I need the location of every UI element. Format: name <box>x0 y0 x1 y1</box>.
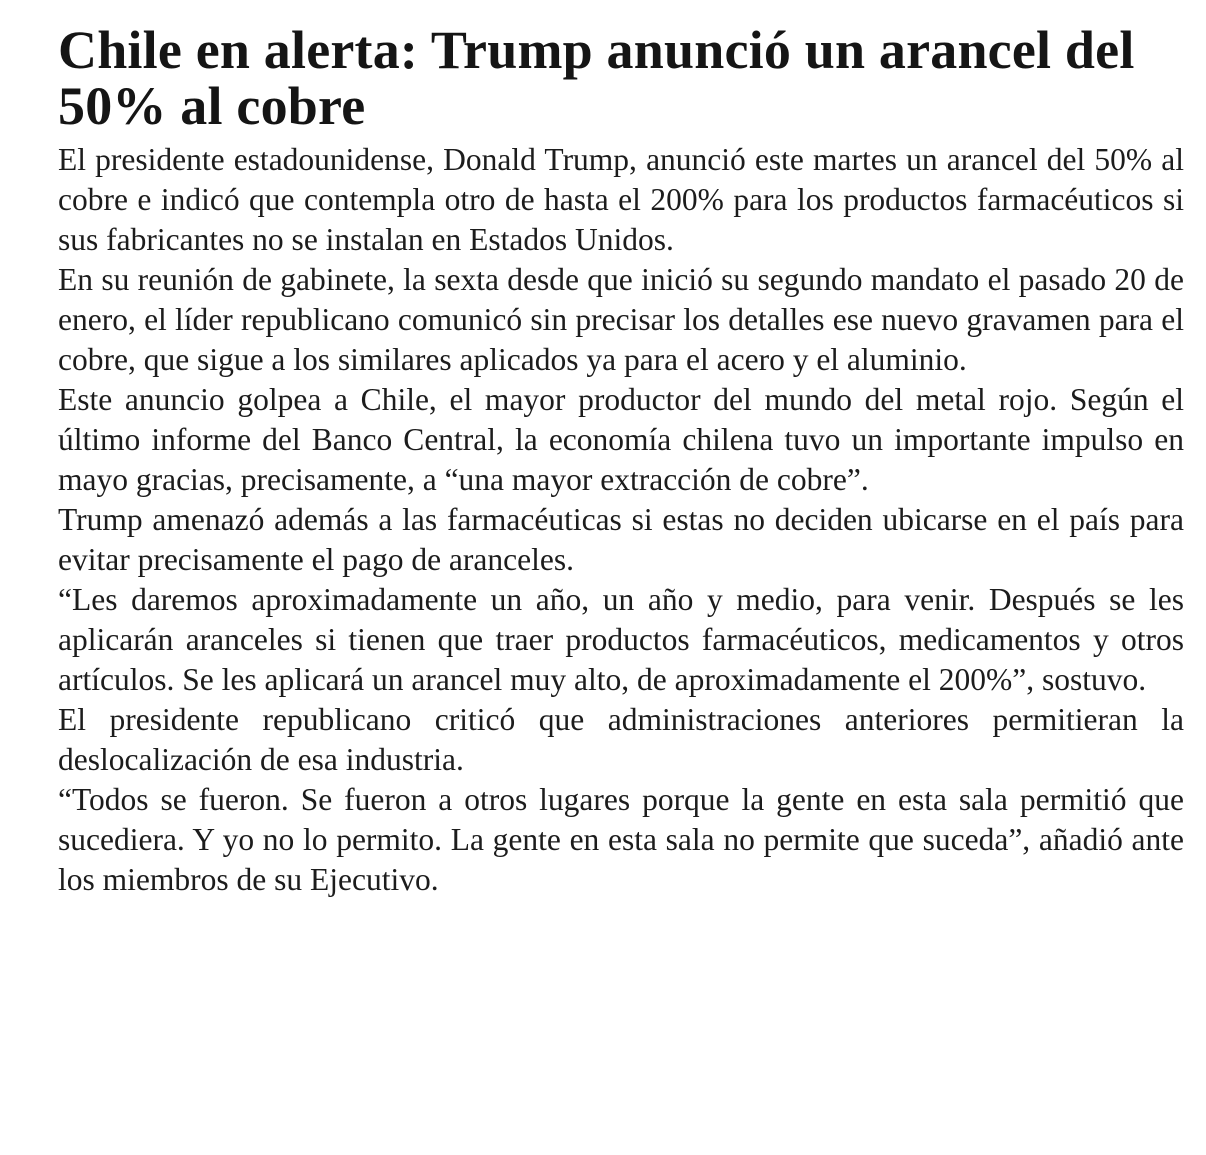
news-article <box>58 22 1184 900</box>
article-paragraph: Trump amenazó además a las farmacéuticas si estas no deciden ubicarse en el país para evitar precisamente el pago de aranceles. <box>58 502 1184 577</box>
article-headline: Chile en alerta: Trump anunció un arancel del 50% al cobre <box>58 20 1135 136</box>
article-paragraph: El presidente republicano criticó que administraciones anteriores permitieran la deslocalización de esa industria. <box>58 702 1184 777</box>
article-paragraph: “Todos se fueron. Se fueron a otros lugares porque la gente en esta sala permitió que sucediera. Y yo no lo permito. La gente en esta sala no permite que suceda”, añadió ante los miembros de su Ejecutivo. <box>58 782 1184 897</box>
article-paragraph: “Les daremos aproximadamente un año, un año y medio, para venir. Después se les aplicarán aranceles si tienen que traer productos farmacéuticos, medicamentos y otros artículos. Se les aplicará un arancel muy alto, de aproximadamente el 200%”, sostuvo. <box>58 582 1184 697</box>
article-paragraph: En su reunión de gabinete, la sexta desde que inició su segundo mandato el pasado 20 de enero, el líder republicano comunicó sin precisar los detalles ese nuevo gravamen para el cobre, que sigue a los similares aplicados ya para el acero y el aluminio. <box>58 262 1184 377</box>
article-paragraph: El presidente estadounidense, Donald Trump, anunció este martes un arancel del 50% al cobre e indicó que contempla otro de hasta el 200% para los productos farmacéuticos si sus fabricantes no se instalan en Estados Unidos. <box>58 142 1184 257</box>
article-paragraph: Este anuncio golpea a Chile, el mayor productor del mundo del metal rojo. Según el último informe del Banco Central, la economía chilena tuvo un importante impulso en mayo gracias, precisamente, a “una mayor extracción de cobre”. <box>58 382 1184 497</box>
article-body <box>58 140 1184 900</box>
